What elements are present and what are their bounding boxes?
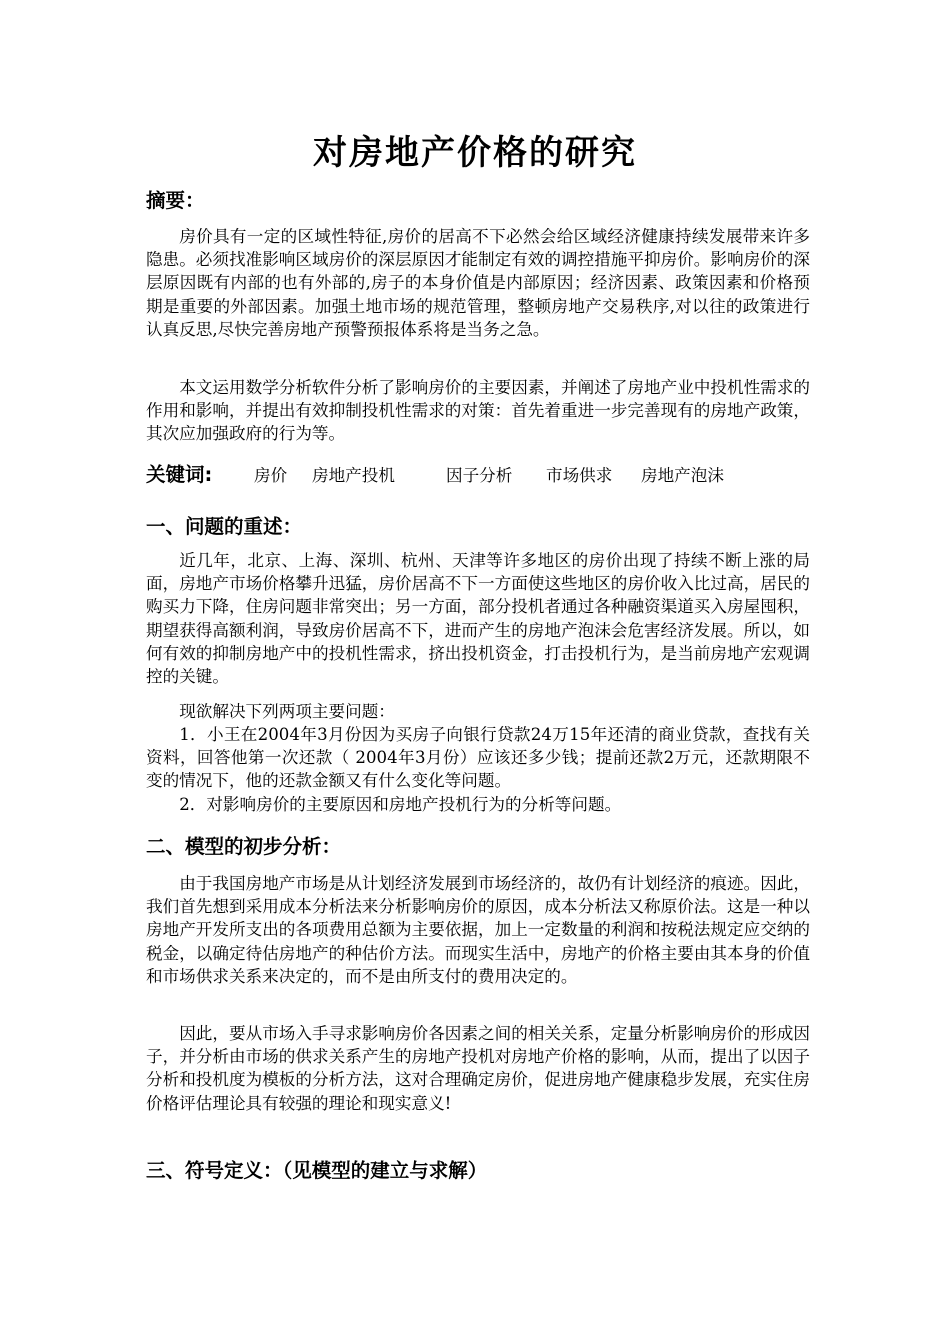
abstract-paragraph: 本文运用数学分析软件分析了影响房价的主要因素，并阐述了房地产业中投机性需求的作用和影响，并提出有效抑制投机性需求的对策：首先着重进一步完善现有的房地产政策，其次应加强政府的行为等。 (146, 378, 810, 444)
keyword: 房地产投机 (312, 466, 395, 485)
section-heading: 三、符号定义：（见模型的建立与求解） (146, 1159, 488, 1182)
section-heading: 一、问题的重述： (146, 515, 303, 538)
section-paragraph: 2．对影响房价的主要原因和房地产投机行为的分析等问题。 (179, 795, 622, 814)
section-heading: 二、模型的初步分析： (146, 835, 342, 858)
section-paragraph: 由于我国房地产市场是从计划经济发展到市场经济的，故仍有计划经济的痕迹。因此，我们首先想到采用成本分析法来分析影响房价的原因，成本分析法又称原价法。这是一种以房地产开发所支出的各项费用总额为主要依据，加上一定数量的利润和按税法规定应交纳的税金，以确定待估房地产的种估价方法。而现实生活中，房地产的价格主要由其本身的价值和市场供求关系来决定的，而不是由所支付的费用决定的。 (146, 874, 810, 986)
keyword: 市场供求 (546, 466, 613, 485)
abstract-paragraph: 房价具有一定的区域性特征,房价的居高不下必然会给区域经济健康持续发展带来许多隐患。必须找准影响区域房价的深层原因才能制定有效的调控措施平抑房价。影响房价的深层原因既有内部的也有外部的,房子的本身价值是内部原因；经济因素、政策因素和价格预期是重要的外部因素。加强土地市场的规范管理，整顿房地产交易秩序,对以往的政策进行认真反思,尽快完善房地产预警预报体系将是当务之急。 (146, 227, 810, 339)
keyword: 房地产泡沫 (641, 466, 724, 485)
keyword: 房价 (254, 466, 288, 485)
keywords-line (146, 460, 810, 492)
keywords-label: 关键词: (146, 463, 213, 486)
section-paragraph: 1．小王在2004年3月份因为买房子向银行贷款24万15年还清的商业贷款，查找有关资料，回答他第一次还款（ 2004年3月份）应该还多少钱；提前还款2万元，还款期限不变的情况下，他的还款金额又有什么变化等问题。 (146, 725, 810, 791)
document-title: 对房地产价格的研究 (313, 133, 637, 173)
section-paragraph: 近几年，北京、上海、深圳、杭州、天津等许多地区的房价出现了持续不断上涨的局面，房地产市场价格攀升迅猛，房价居高不下一方面使这些地区的房价收入比过高，居民的购买力下降，住房问题非常突出；另一方面，部分投机者通过各种融资渠道买入房屋囤积，期望获得高额利润，导致房价居高不下，进而产生的房地产泡沫会危害经济发展。所以，如何有效的抑制房地产中的投机性需求，挤出投机资金，打击投机行为，是当前房地产宏观调控的关键。 (146, 551, 810, 687)
abstract-heading: 摘要： (146, 189, 205, 212)
section-paragraph: 现欲解决下列两项主要问题： (179, 702, 395, 721)
section-paragraph: 因此，要从市场入手寻求影响房价各因素之间的相关关系，定量分析影响房价的形成因子，并分析由市场的供求关系产生的房地产投机对房地产价格的影响，从而，提出了以因子分析和投机度为模板的分析方法，这对合理确定房价，促进房地产健康稳步发展，充实住房价格评估理论具有较强的理论和现实意义! (146, 1024, 810, 1113)
keyword: 因子分析 (446, 466, 513, 485)
